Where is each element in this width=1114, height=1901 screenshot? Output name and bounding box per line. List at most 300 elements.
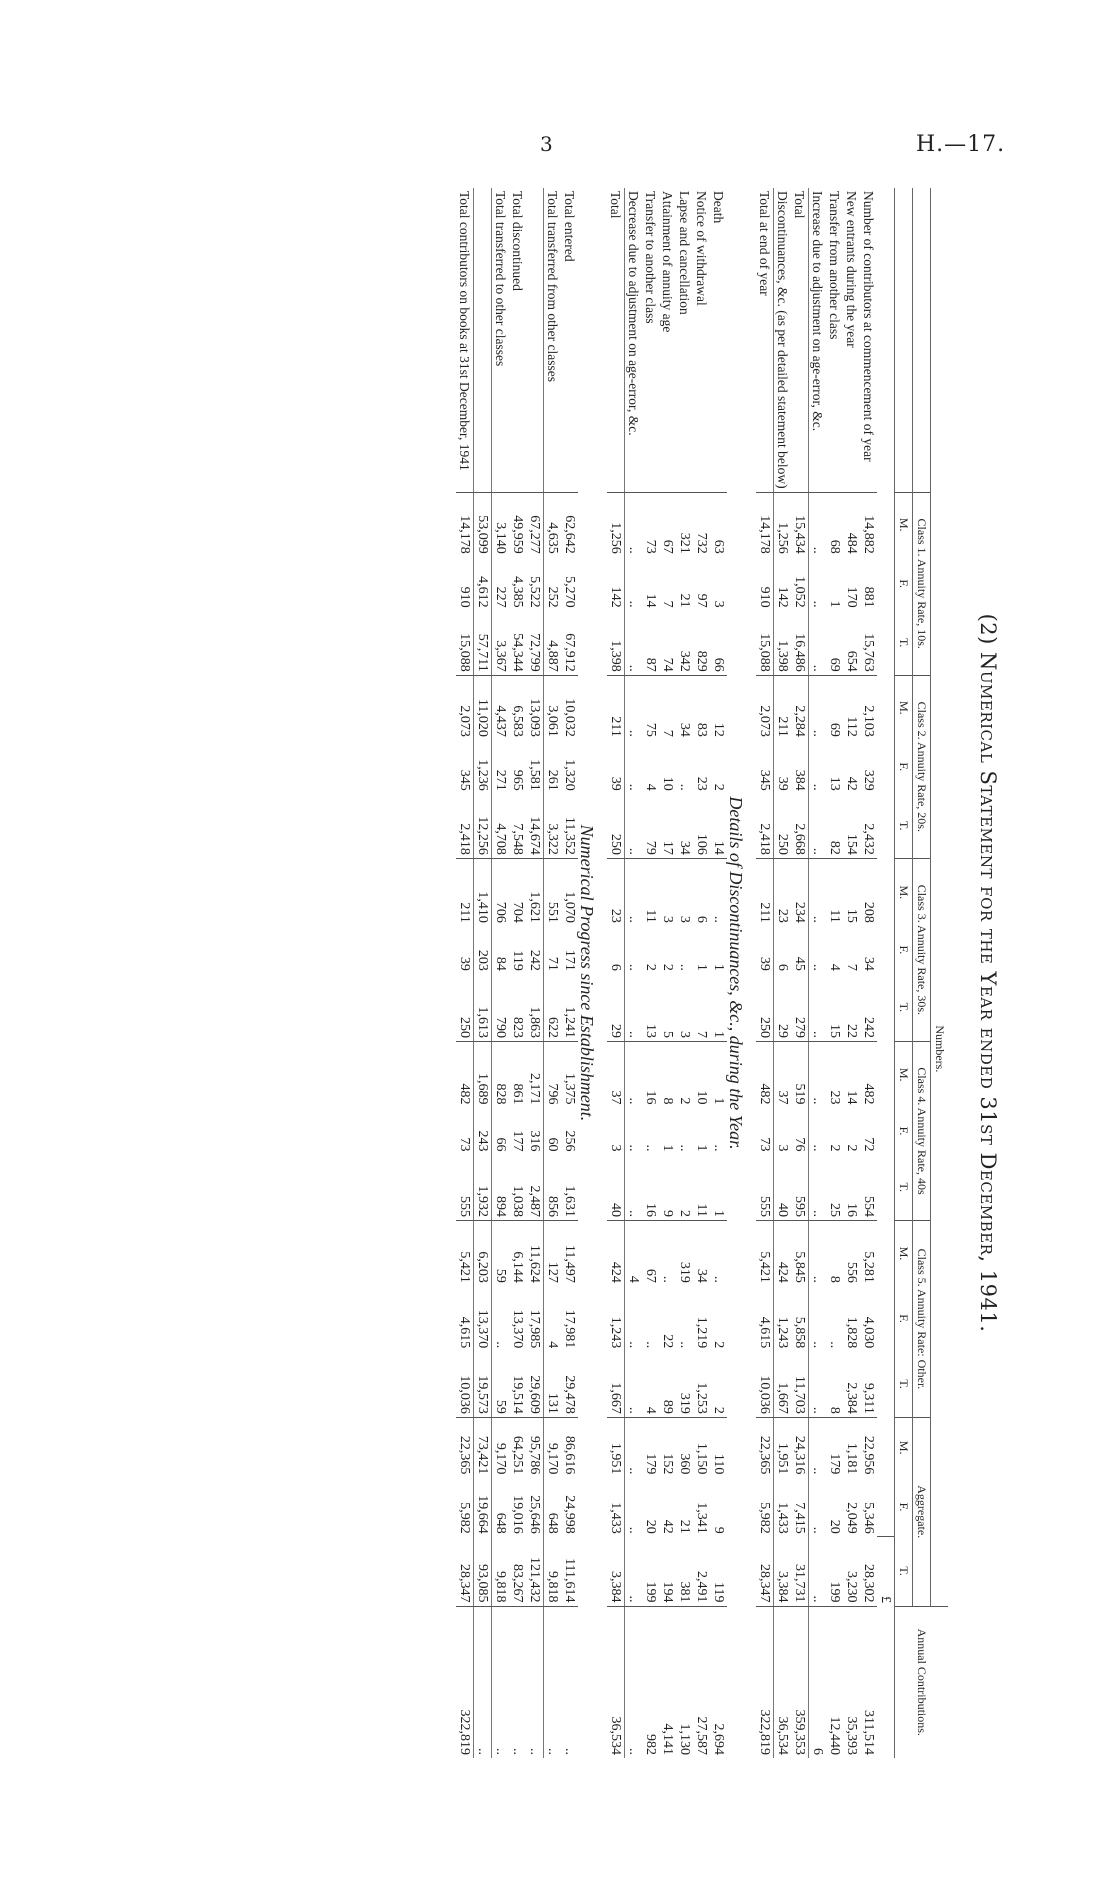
table-cell: 2,049 — [844, 1502, 859, 1534]
table-cell: .. — [809, 1221, 827, 1286]
numbers-header: Numbers. — [931, 492, 949, 1606]
table-cell: 227 — [493, 586, 508, 608]
table-row — [774, 188, 792, 1758]
table-cell: 1 — [710, 1041, 727, 1107]
table-cell: 7 — [660, 600, 675, 608]
row-label: Transfer to another class — [643, 191, 658, 324]
table-cell: 910 — [456, 557, 474, 611]
empty-cell — [877, 1154, 895, 1220]
class-header-row — [913, 188, 931, 1758]
table-cell: 11,020 — [474, 675, 492, 740]
table-cell: 4 — [625, 1221, 643, 1286]
table-cell: 1 — [711, 1210, 726, 1218]
table-cell: 152 — [659, 1417, 676, 1477]
table-cell: 3,230 — [844, 1571, 859, 1603]
table-cell: .. — [809, 858, 827, 926]
table-cell: 11 — [694, 1203, 709, 1218]
table-cell: 3 — [775, 1144, 790, 1152]
table-cell: 71 — [545, 956, 560, 971]
table-row — [642, 188, 659, 1758]
table-cell: .. — [625, 1606, 643, 1758]
table-cell: 424 — [774, 1221, 792, 1286]
table-cell: 1 — [660, 1144, 675, 1152]
table-cell: 1 — [711, 1030, 726, 1038]
table-cell: 4,437 — [492, 675, 510, 740]
row-label: Death — [711, 191, 726, 224]
table-cell: 84 — [493, 956, 508, 971]
sex-subheader: M. — [895, 858, 913, 926]
table-cell: 29 — [775, 1023, 790, 1038]
row-label — [474, 188, 492, 492]
table-cell: 982 — [642, 1606, 659, 1758]
table-cell: 23 — [694, 776, 709, 791]
table-cell: 2,668 — [791, 794, 809, 859]
table-cell: 142 — [607, 557, 625, 611]
table-cell: 39 — [607, 740, 625, 794]
table-cell: .. — [810, 847, 825, 855]
table-cell: 5,421 — [456, 1221, 474, 1286]
table-cell: .. — [810, 664, 825, 672]
table-cell: 15,088 — [756, 611, 774, 676]
empty-cell — [877, 794, 895, 859]
table-cell: 3,061 — [544, 675, 562, 740]
table-cell: 1,256 — [607, 492, 625, 557]
table-cell: 34 — [861, 956, 876, 971]
table-row — [625, 188, 643, 1758]
table-cell: 345 — [456, 740, 474, 794]
table-cell: 3 — [677, 1030, 692, 1038]
table-cell: 111,614 — [562, 1558, 577, 1603]
empty-cell — [877, 611, 895, 676]
table-cell: .. — [626, 1526, 641, 1534]
table-cell: 76 — [791, 1108, 809, 1155]
table-cell: 36,534 — [607, 1606, 625, 1758]
row-label: Transfer from another class — [827, 191, 842, 340]
table-cell: .. — [643, 1341, 658, 1349]
row-label: Total transferred to other classes — [493, 191, 508, 367]
sex-subheader: T. — [895, 1537, 913, 1606]
empty-cell — [877, 557, 895, 611]
table-cell: 311,514 — [860, 1606, 877, 1758]
table-cell: 17,981 — [562, 1309, 577, 1349]
table-cell: .. — [626, 1341, 641, 1349]
table-cell: 2,171 — [526, 1041, 544, 1107]
sex-subheader: T. — [895, 1154, 913, 1220]
table-cell: 75 — [642, 675, 659, 740]
table-cell: 14,178 — [756, 492, 774, 557]
table-cell: .. — [625, 1041, 643, 1107]
table-cell: 60 — [545, 1137, 560, 1152]
table-cell: 119 — [711, 1582, 726, 1603]
table-cell: .. — [626, 1210, 641, 1218]
table-cell: 106 — [694, 833, 709, 855]
table-cell: 68 — [826, 492, 843, 557]
table-cell: 39 — [456, 926, 474, 974]
table-cell: 1,433 — [775, 1502, 790, 1534]
table-cell: 22,365 — [756, 1417, 774, 1477]
table-cell: 555 — [456, 1154, 474, 1220]
table-cell: 66 — [493, 1137, 508, 1152]
table-cell: 16,486 — [791, 611, 809, 676]
table-cell: .. — [625, 492, 643, 557]
table-cell: 4,141 — [659, 1606, 676, 1758]
row-label: Total — [607, 188, 625, 492]
table-cell: 704 — [509, 858, 526, 926]
table-cell: 8 — [827, 1406, 842, 1414]
table-cell: .. — [659, 1221, 676, 1286]
table-cell: 89 — [660, 1399, 675, 1414]
table-cell: 14,882 — [860, 492, 877, 557]
table-cell: 73,421 — [474, 1417, 492, 1477]
table-cell: 9 — [711, 1526, 726, 1534]
table-cell: 595 — [791, 1154, 809, 1220]
table-row — [756, 188, 774, 1758]
table-cell: 10 — [660, 776, 675, 791]
table-cell: 34 — [676, 675, 693, 740]
table-cell: 243 — [474, 1108, 492, 1155]
table-cell: 881 — [861, 586, 876, 608]
table-cell: 828 — [492, 1041, 510, 1107]
table-row — [860, 188, 877, 1758]
table-cell: 79 — [643, 840, 658, 855]
table-cell: 1,341 — [694, 1502, 709, 1534]
table-cell: 7,415 — [791, 1477, 809, 1536]
sex-subheader: T. — [895, 1351, 913, 1417]
table-cell: 14 — [711, 840, 726, 855]
table-cell: 53,099 — [474, 492, 492, 557]
table-cell: 2 — [711, 1406, 726, 1414]
row-label: Number of contributors at commencement of year — [861, 191, 876, 462]
table-cell: 11,497 — [561, 1221, 578, 1286]
table-cell: 6,144 — [509, 1221, 526, 1286]
table-cell: .. — [677, 783, 692, 791]
table-cell: 2 — [711, 783, 726, 791]
table-cell: 9,818 — [545, 1571, 560, 1603]
table-cell: 7 — [844, 963, 859, 971]
table-cell: 25,646 — [526, 1477, 544, 1536]
table-cell: 6,583 — [509, 675, 526, 740]
table-cell: .. — [827, 1341, 842, 1349]
table-cell: 177 — [510, 1130, 525, 1152]
table-cell: 3,384 — [607, 1537, 625, 1606]
table-cell: 2 — [677, 1210, 692, 1218]
table-row — [607, 188, 625, 1758]
table-cell: 9,170 — [492, 1417, 510, 1477]
table-cell: .. — [809, 1417, 827, 1477]
table-cell: 1,038 — [510, 1185, 525, 1218]
table-cell: 4,615 — [756, 1286, 774, 1351]
table-cell: 82 — [827, 840, 842, 855]
table-cell: 12,440 — [826, 1606, 843, 1758]
table-cell: .. — [810, 1144, 825, 1152]
table-cell: 23 — [607, 858, 625, 926]
table-caption — [976, 188, 1000, 1758]
table-cell: 23 — [826, 1041, 843, 1107]
table-body — [456, 188, 895, 1758]
table-cell: 3,322 — [545, 823, 560, 855]
table-cell: .. — [474, 1606, 492, 1758]
table-cell: 1,631 — [562, 1185, 577, 1218]
caption-text: Numerical Statement for the Year ended 31st December, 1941. — [976, 652, 1000, 1333]
table-cell: 64,251 — [509, 1417, 526, 1477]
class-header: Class 3. Annuity Rate, 30s. — [913, 858, 931, 1041]
table-cell: .. — [544, 1606, 562, 1758]
table-cell: 20 — [643, 1519, 658, 1534]
table-cell: 194 — [660, 1581, 675, 1603]
row-label: Total transferred from other classes — [545, 191, 560, 382]
table-cell: 73 — [756, 1108, 774, 1155]
table-cell: 321 — [676, 492, 693, 557]
table-cell: 83,267 — [510, 1564, 525, 1603]
table-cell: 121,432 — [526, 1537, 544, 1606]
table-cell: 861 — [509, 1041, 526, 1107]
table-cell: 12 — [710, 675, 727, 740]
table-cell: 1,621 — [526, 858, 544, 926]
table-cell: 31,731 — [791, 1537, 809, 1606]
table-row — [526, 188, 544, 1758]
table-cell: 211 — [456, 858, 474, 926]
table-cell: 1,219 — [694, 1316, 709, 1349]
table-cell: 5,982 — [756, 1477, 774, 1536]
table-cell: 7,548 — [510, 823, 525, 855]
table-cell: 39 — [775, 776, 790, 791]
table-cell: 11,703 — [791, 1351, 809, 1417]
table-cell: 83 — [693, 675, 710, 740]
table-cell: 2 — [643, 963, 658, 971]
table-cell: 1,243 — [775, 1316, 790, 1349]
table-cell: 1,253 — [694, 1382, 709, 1414]
section-heading: Details of Discontinuances, &c., during the Year. — [726, 796, 746, 1150]
table-cell: 15 — [843, 858, 860, 926]
table-cell: 97 — [694, 593, 709, 608]
table-cell: 256 — [562, 1130, 577, 1152]
table-cell: 250 — [456, 974, 474, 1042]
table-cell: 622 — [545, 1016, 560, 1038]
table-cell: 37 — [607, 1041, 625, 1107]
table-cell: 796 — [544, 1041, 562, 1107]
table-cell: 329 — [861, 769, 876, 791]
table-cell: 1,241 — [562, 1006, 577, 1038]
table-cell: 1,613 — [474, 974, 492, 1042]
table-cell: .. — [643, 1144, 658, 1152]
table-cell: 19,664 — [474, 1477, 492, 1536]
table-cell: .. — [626, 1144, 641, 1152]
table-cell: 4,635 — [544, 492, 562, 557]
currency-row — [877, 188, 895, 1758]
table-cell: 72 — [861, 1137, 876, 1152]
sex-subheader: F. — [895, 1286, 913, 1351]
table-cell: 1,667 — [775, 1382, 790, 1414]
table-cell: 4,612 — [474, 557, 492, 611]
table-cell: 6 — [809, 1606, 827, 1758]
table-cell: 360 — [676, 1417, 693, 1477]
table-cell: 1,951 — [774, 1417, 792, 1477]
table-cell: 1,181 — [843, 1417, 860, 1477]
table-cell: 3,367 — [493, 640, 508, 672]
table-cell: .. — [509, 1606, 526, 1758]
empty-cell — [877, 1221, 895, 1286]
sex-subheader: F. — [895, 1477, 913, 1536]
sex-subheader: T. — [895, 794, 913, 859]
table-cell: 1,375 — [561, 1041, 578, 1107]
table-cell: 28,347 — [456, 1537, 474, 1606]
sex-subheader: F. — [895, 1108, 913, 1155]
table-cell: 359,353 — [791, 1606, 809, 1758]
table-cell: 3 — [711, 600, 726, 608]
table-cell: 381 — [677, 1581, 692, 1603]
table-cell: 271 — [493, 769, 508, 791]
table-row — [509, 188, 526, 1758]
table-cell: 482 — [756, 1041, 774, 1107]
table-cell: 22 — [660, 1334, 675, 1349]
empty-cell — [877, 675, 895, 740]
table-cell: 4 — [643, 1406, 658, 1414]
table-cell: 72,799 — [526, 611, 544, 676]
table-cell: 4,385 — [510, 576, 525, 608]
table-cell: 11 — [642, 858, 659, 926]
blank-header — [931, 188, 949, 492]
table-cell: 252 — [545, 586, 560, 608]
table-cell: 1 — [827, 600, 842, 608]
table-cell: 45 — [791, 926, 809, 974]
table-cell: 199 — [643, 1581, 658, 1603]
empty-cell — [877, 1477, 895, 1536]
table-cell: 2,487 — [526, 1154, 544, 1220]
row-label: Total contributors on books at 31st December, 1941 — [456, 188, 474, 492]
table-cell: 29 — [607, 974, 625, 1042]
table-cell: 112 — [843, 675, 860, 740]
table-cell: .. — [810, 600, 825, 608]
table-cell: 127 — [544, 1221, 562, 1286]
table-cell: 54,344 — [510, 633, 525, 672]
sex-subheader: F. — [895, 926, 913, 974]
table-cell: 15,763 — [861, 633, 876, 672]
table-cell: .. — [626, 963, 641, 971]
table-cell: 19,573 — [474, 1351, 492, 1417]
table-cell: .. — [492, 1606, 510, 1758]
table-cell: 42 — [844, 776, 859, 791]
table-row — [826, 188, 843, 1758]
empty-cell — [877, 974, 895, 1042]
sex-subheader: F. — [895, 557, 913, 611]
table-cell: 29,609 — [526, 1351, 544, 1417]
table-cell: 24,998 — [562, 1495, 577, 1534]
table-cell: 6,203 — [474, 1221, 492, 1286]
table-cell: 3,140 — [492, 492, 510, 557]
table-cell: 8 — [659, 1041, 676, 1107]
table-cell: 551 — [544, 858, 562, 926]
table-cell: .. — [625, 1417, 643, 1477]
table-cell: .. — [710, 858, 727, 926]
table-row — [544, 188, 562, 1758]
table-cell: 823 — [510, 1016, 525, 1038]
page-number: 3 — [540, 132, 553, 156]
row-label: Discontinuances, &c. (as per detailed statement below) — [775, 191, 790, 489]
table-cell: 1,689 — [474, 1041, 492, 1107]
table-cell: 110 — [710, 1417, 727, 1477]
table-cell: 2 — [676, 1041, 693, 1107]
table-cell: 3 — [676, 858, 693, 926]
table-cell: 2 — [827, 1144, 842, 1152]
table-cell: 1,667 — [607, 1351, 625, 1417]
numerical-statement-table — [456, 188, 948, 1758]
sex-subheader: M. — [895, 492, 913, 557]
table-cell: 4,887 — [545, 640, 560, 672]
table-cell: 5,270 — [562, 576, 577, 608]
table-row — [676, 188, 693, 1758]
sex-subheader: M. — [895, 1221, 913, 1286]
table-cell: 4,030 — [861, 1316, 876, 1349]
table-cell: .. — [561, 1606, 578, 1758]
table-cell: 1,256 — [774, 492, 792, 557]
table-cell: 86,616 — [561, 1417, 578, 1477]
table-cell: 555 — [756, 1154, 774, 1220]
row-label: Increase due to adjustment on age-error, &c. — [810, 191, 825, 432]
table-cell: 1,433 — [607, 1477, 625, 1536]
table-cell: 28,302 — [861, 1564, 876, 1603]
table-cell: 4 — [643, 783, 658, 791]
table-cell: 519 — [791, 1041, 809, 1107]
table-cell: 384 — [791, 740, 809, 794]
table-cell: 5,346 — [861, 1502, 876, 1534]
table-cell: 554 — [861, 1196, 876, 1218]
table-cell: 25 — [827, 1203, 842, 1218]
table-cell: 11,624 — [526, 1221, 544, 1286]
table-cell: 654 — [844, 650, 859, 672]
table-cell: .. — [810, 1030, 825, 1038]
subheader-row — [895, 188, 913, 1758]
table-cell: 4,708 — [493, 823, 508, 855]
table-cell: 3 — [659, 858, 676, 926]
caption-prefix: (2) — [976, 613, 1000, 645]
table-cell: 5,522 — [526, 557, 544, 611]
table-cell: 59 — [493, 1399, 508, 1414]
table-cell: 208 — [860, 858, 877, 926]
table-cell: 856 — [545, 1196, 560, 1218]
table-cell: 482 — [456, 1041, 474, 1107]
table-cell: .. — [625, 675, 643, 740]
table-cell: 1,320 — [562, 759, 577, 791]
table-cell: 706 — [492, 858, 510, 926]
table-cell: 179 — [642, 1417, 659, 1477]
table-cell: 2 — [660, 963, 675, 971]
empty-cell — [877, 1108, 895, 1155]
empty-cell — [877, 858, 895, 926]
table-cell: .. — [809, 1041, 827, 1107]
table-cell: 2 — [711, 1341, 726, 1349]
table-cell: .. — [810, 1406, 825, 1414]
table-cell: 35,393 — [843, 1606, 860, 1758]
table-cell: 22 — [844, 1023, 859, 1038]
table-cell: .. — [625, 858, 643, 926]
table-cell: 9,818 — [493, 1571, 508, 1603]
section-heading: Numerical Progress since Establishment. — [577, 824, 597, 1122]
table-cell: 2,694 — [710, 1606, 727, 1758]
table-cell: 27,587 — [693, 1606, 710, 1758]
table-cell: 10,032 — [561, 675, 578, 740]
table-cell: 66 — [711, 657, 726, 672]
table-cell: 154 — [844, 833, 859, 855]
table-cell: 250 — [607, 794, 625, 859]
table-row — [659, 188, 676, 1758]
table-cell: 14,178 — [456, 492, 474, 557]
table-cell: 1,828 — [844, 1316, 859, 1349]
table-cell: 10 — [693, 1041, 710, 1107]
table-cell: 69 — [826, 675, 843, 740]
table-cell: 16 — [642, 1041, 659, 1107]
empty-cell — [877, 492, 895, 557]
table-cell: 1,150 — [693, 1417, 710, 1477]
